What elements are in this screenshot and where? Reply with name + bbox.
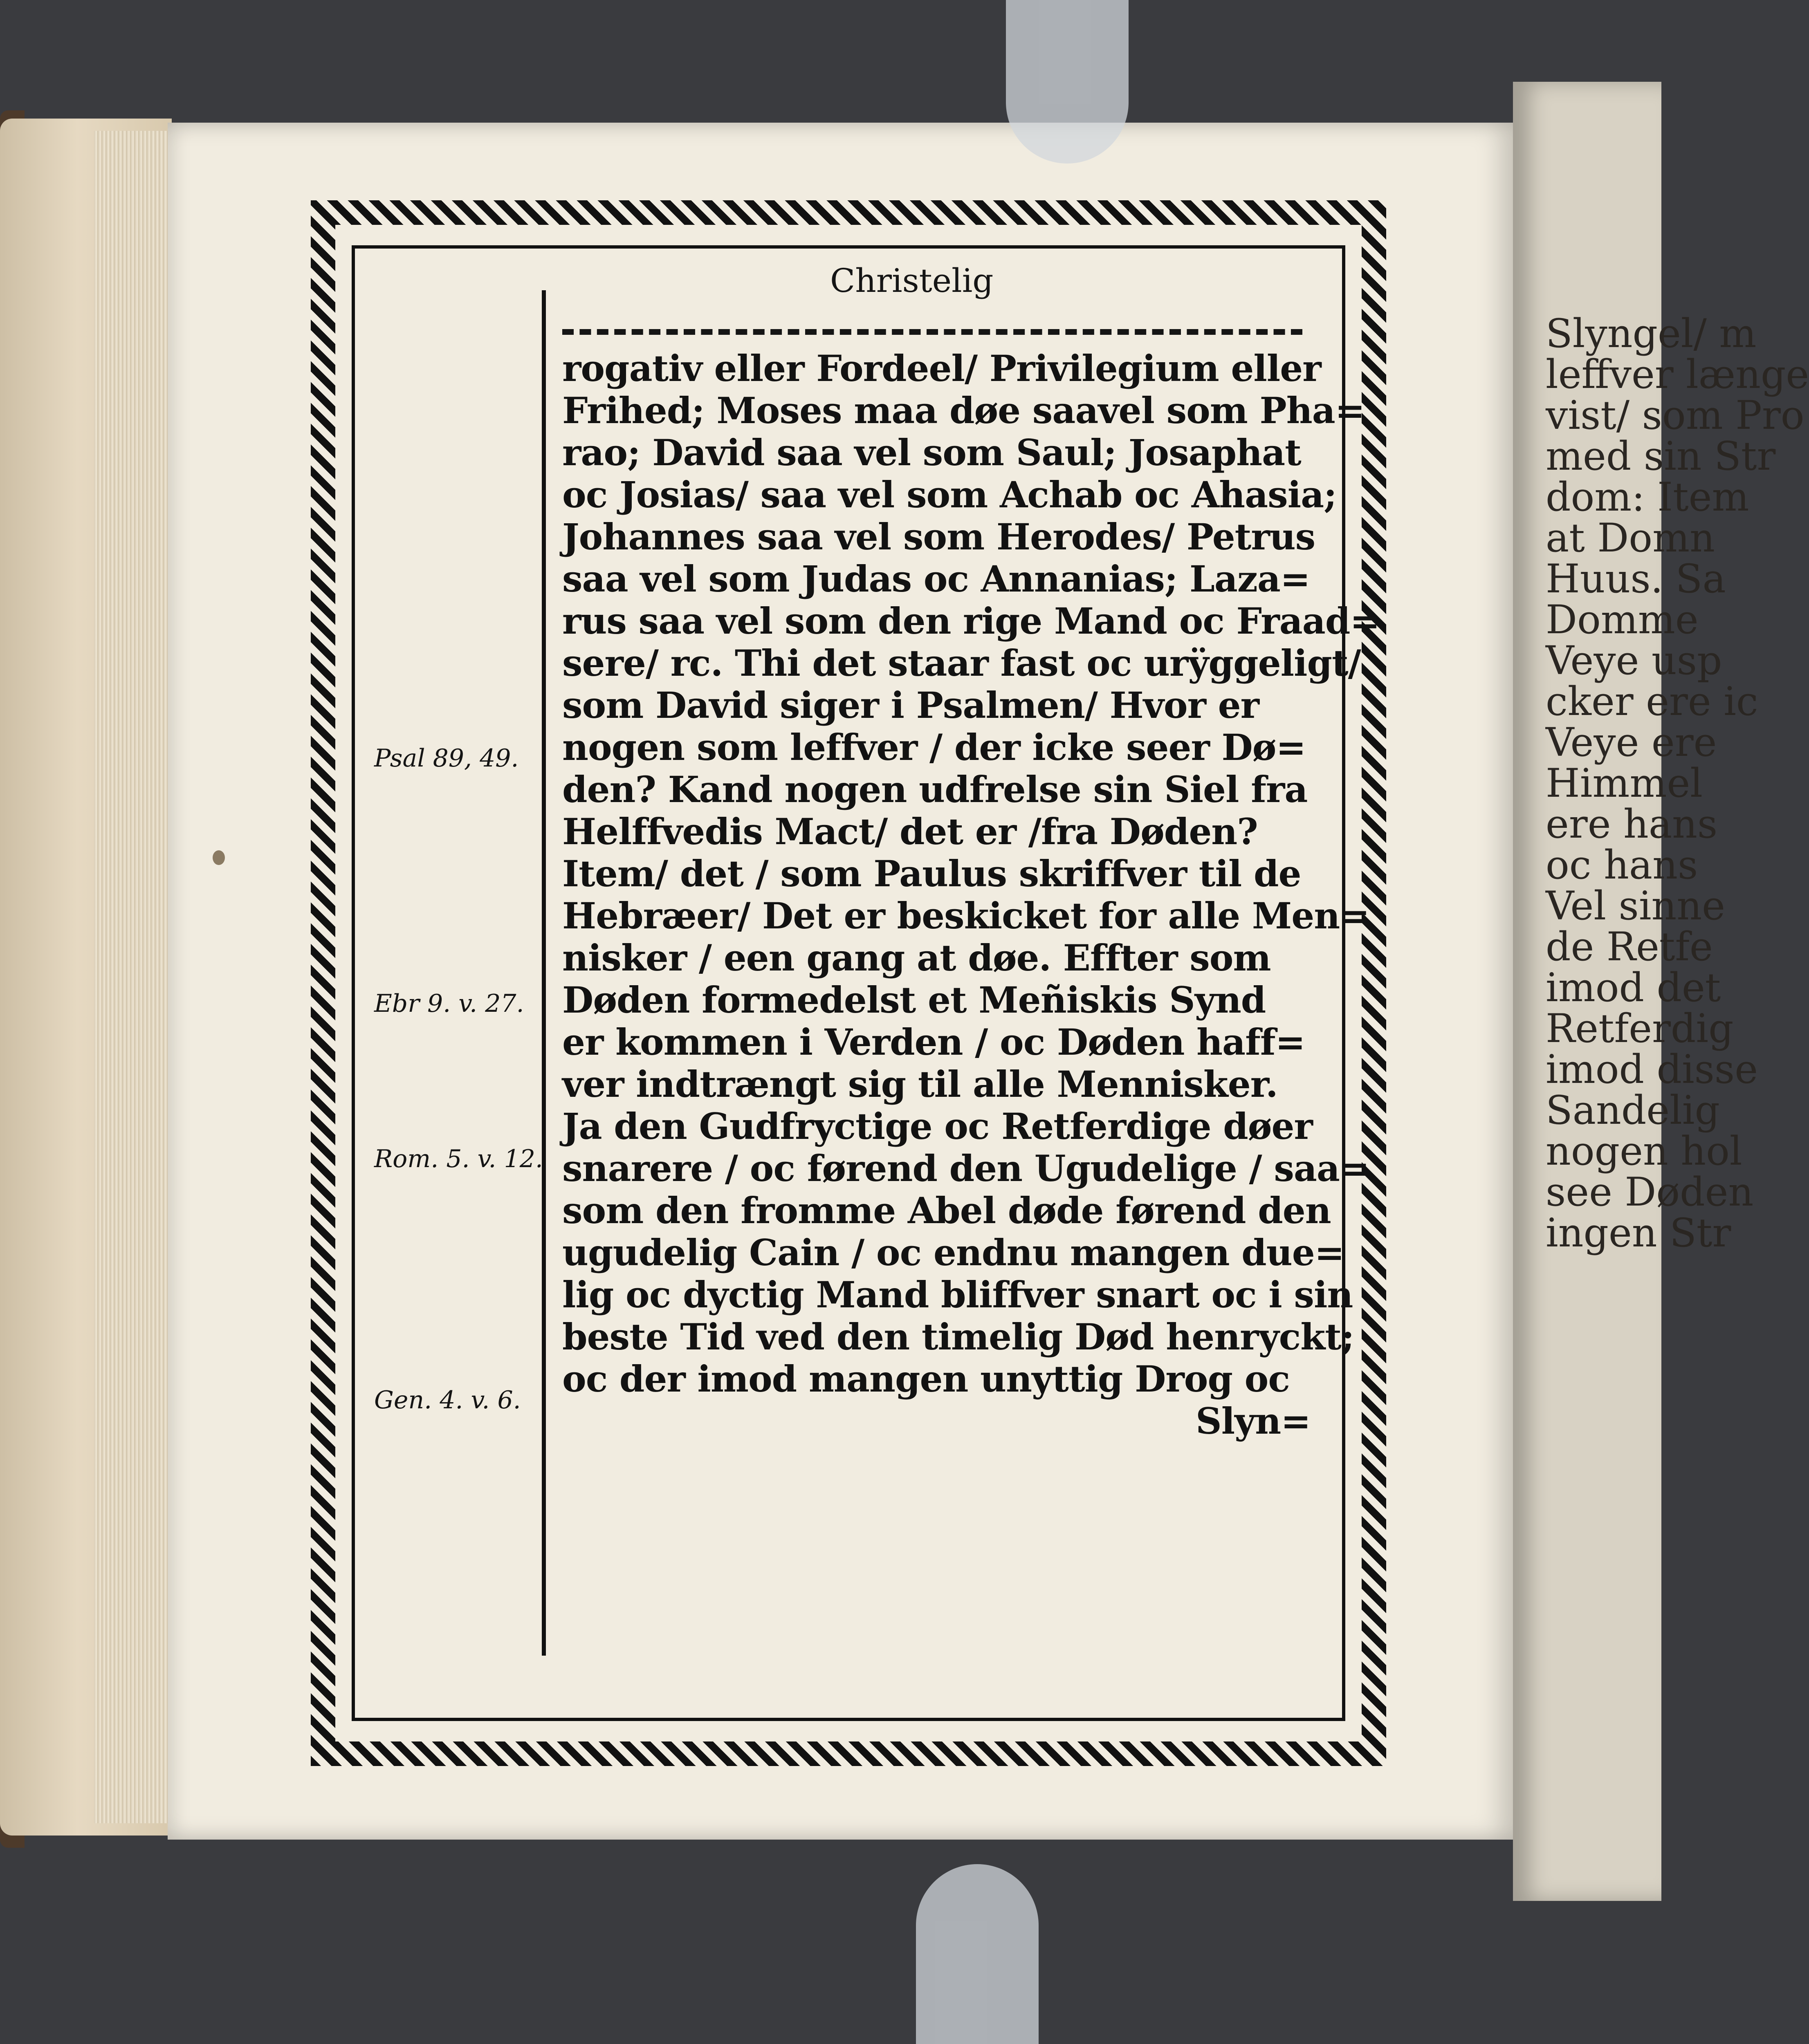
body-text xyxy=(562,347,1380,1442)
facing-page-line: cker ere ic xyxy=(1546,679,1758,724)
margin-note-genesis: Gen. 4. v. 6. xyxy=(374,1386,521,1414)
text-line: Døden formedelst et Meñiskis Synd xyxy=(562,979,1266,1021)
facing-page-line: vist/ som Pro xyxy=(1546,392,1805,438)
facing-page-line: Veye usp xyxy=(1546,638,1722,684)
margin-note-hebrews: Ebr 9. v. 27. xyxy=(374,989,524,1018)
text-line: Item/ det / som Paulus skriffver til de xyxy=(562,852,1301,895)
text-line: som David siger i Psalmen/ Hvor er xyxy=(562,684,1259,726)
text-line: er kommen i Verden / oc Døden haff= xyxy=(562,1021,1305,1063)
text-line: Ja den Gudfryctige oc Retferdige døer xyxy=(562,1105,1313,1148)
facing-page-line: de Retfe xyxy=(1546,924,1713,970)
facing-page-line: ere hans xyxy=(1546,801,1718,847)
facing-page-line: Vel sinne xyxy=(1546,883,1725,929)
facing-page-line: dom: Item xyxy=(1546,474,1749,520)
running-head: Christelig xyxy=(830,262,994,300)
text-line: den? Kand nogen udfrelse sin Siel fra xyxy=(562,768,1308,811)
facing-page-line: Retferdig xyxy=(1546,1006,1734,1051)
facing-page-line: see Døden xyxy=(1546,1169,1754,1215)
paper-stain xyxy=(213,850,225,865)
text-line: Helffvedis Mact/ det er /fra Døden? xyxy=(562,810,1258,853)
text-line: sere/ rc. Thi det staar fast oc urÿggeligt/ xyxy=(562,642,1361,684)
facing-page-line: ingen Str xyxy=(1546,1210,1731,1256)
facing-page-line: med sin Str xyxy=(1546,433,1776,479)
margin-rule xyxy=(542,290,546,1656)
text-line: snarere / oc førend den Ugudelige / saa= xyxy=(562,1147,1369,1190)
text-line: som den fromme Abel døde førend den xyxy=(562,1189,1331,1232)
text-line: oc Josias/ saa vel som Achab oc Ahasia; xyxy=(562,473,1337,516)
text-line: nogen som leffver / der icke seer Dø= xyxy=(562,726,1306,769)
text-line: rogativ eller Fordeel/ Privilegium eller xyxy=(562,347,1321,390)
text-line: Johannes saa vel som Herodes/ Petrus xyxy=(562,515,1315,558)
facing-page-line: Domme xyxy=(1546,597,1699,643)
facing-page-line: at Domn xyxy=(1546,515,1715,561)
text-line: saa vel som Judas oc Annanias; Laza= xyxy=(562,558,1310,600)
facing-page-line: leffver længe xyxy=(1546,352,1809,397)
facing-page-line: Huus. Sa xyxy=(1546,556,1726,602)
facing-page-line: Veye ere xyxy=(1546,719,1717,765)
facing-page-line: oc hans xyxy=(1546,842,1698,888)
text-line: Hebræer/ Det er beskicket for alle Men= xyxy=(562,894,1369,937)
margin-note-romans: Rom. 5. v. 12. xyxy=(374,1145,543,1173)
facing-page-line: nogen hol xyxy=(1546,1128,1742,1174)
margin-note-psalm: Psal 89, 49. xyxy=(374,744,519,773)
text-line: nisker / een gang at døe. Effter som xyxy=(562,937,1271,979)
facing-page xyxy=(1513,82,1809,1901)
text-line: ver indtrængt sig til alle Mennisker. xyxy=(562,1063,1278,1105)
text-line: lig oc dyctig Mand bliffver snart oc i sin xyxy=(562,1273,1353,1316)
catchword: Slyn= xyxy=(1196,1400,1311,1442)
facing-page-line: Slyngel/ m xyxy=(1546,311,1757,356)
facing-page-line: Himmel xyxy=(1546,760,1703,806)
page-stack-edges xyxy=(94,131,176,1823)
facing-page-line: Sandelig xyxy=(1546,1087,1720,1133)
text-line: oc der imod mangen unyttig Drog oc xyxy=(562,1358,1290,1400)
header-rule xyxy=(562,329,1302,335)
text-line: ugudelig Cain / oc endnu mangen due= xyxy=(562,1231,1344,1274)
text-line: beste Tid ved den timelig Død henryckt; xyxy=(562,1316,1354,1358)
facing-page-line: imod disse xyxy=(1546,1047,1758,1092)
text-line: rao; David saa vel som Saul; Josaphat xyxy=(562,431,1301,474)
page-clip-bottom xyxy=(916,1864,1039,2044)
page-clip-top xyxy=(1006,0,1129,164)
facing-page-line: imod det xyxy=(1546,965,1721,1011)
text-line: rus saa vel som den rige Mand oc Fraad= xyxy=(562,600,1380,642)
text-line: Frihed; Moses maa døe saavel som Pha= xyxy=(562,389,1365,432)
